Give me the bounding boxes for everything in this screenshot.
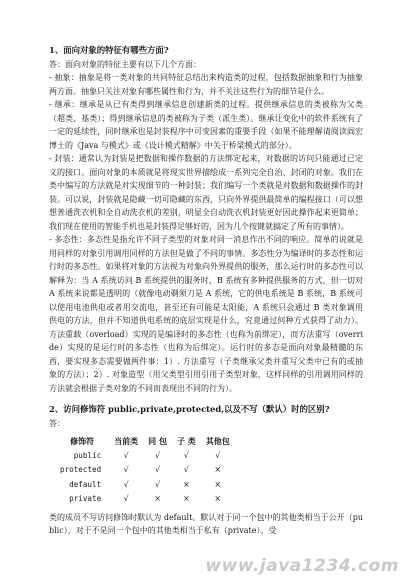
- table-header-cell: 子 类: [176, 436, 196, 446]
- table-cell: √: [155, 465, 161, 474]
- table-cell: √: [183, 450, 189, 460]
- table-header-cell: 同 包: [148, 436, 167, 446]
- paragraph-abstraction: - 抽象：抽象是将一类对象的共同特征总结出来构造类的过程，包括数据抽象和行为抽象两方面。抽象只关注对象有哪些属性和行为，并不关注这些行为的细节是什么。: [49, 73, 363, 96]
- table-cell: ×: [214, 479, 222, 489]
- table-header-cell: 修饰符: [70, 436, 95, 446]
- table-cell: √: [215, 450, 221, 460]
- question-2-intro: 答：: [49, 418, 65, 428]
- paragraph-encapsulation: - 封装：通常认为封装是把数据和操作数据的方法绑定起来，对数据的访问只能通过已定义的接口。面向对象的本质就是将现实世界描绘成一系列完全自治、封闭的对象。我们在类中编写的方法就是对实现细节的一种封装；我们编写一个类就是对数据和数据操作的封装。可以说，封装就是隐藏一切可隐藏的东西，只向外界提供最简单的编程接口（可以想想普通洗衣机和全自动洗衣机的差别，明显全自动洗衣机封装更好因此操作起来更简单；我们现在使用的智能手机也是封装得足够好的，因为几个按键就搞定了所有的事情）。: [49, 154, 363, 231]
- paragraph-inheritance: - 继承：继承是从已有类得到继承信息创建新类的过程。提供继承信息的类被称为父类（超类、基类）；得到继承信息的类被称为子类（派生类）。继承让变化中的软件系统有了一定的延续性，同时继承也是封装程序中可变因素的重要手段（如果不能理解请阅读阎宏博士的《Java 与模式》或《设计模式精解》中关于桥梁模式的部分）。: [49, 100, 363, 150]
- table-cell: √: [155, 450, 161, 460]
- table-row: [55, 492, 235, 507]
- watermark: www.java1234.com: [205, 556, 399, 576]
- modifier-cell: private: [69, 494, 102, 503]
- table-cell: √: [183, 465, 189, 474]
- modifier-cell: default: [69, 479, 102, 489]
- table-row: [55, 449, 235, 464]
- table-cell: ×: [214, 465, 222, 474]
- table-row: [55, 478, 235, 493]
- question-2-title: 2、访问修饰符 public,private,protected,以及不写（默认）时的区别?: [49, 404, 330, 414]
- table-row: [55, 463, 235, 478]
- modifier-cell: public: [73, 450, 102, 460]
- table-cell: ×: [183, 494, 190, 503]
- table-cell: √: [123, 465, 129, 474]
- paragraph-polymorphism: - 多态性：多态性是指允许不同子类型的对象对同一消息作出不同的响应。简单的说就是用同样的对象引用调用同样的方法但是做了不同的事情。多态性分为编译时的多态性和运行时的多态性。如果将对象的方法视为对象向外界提供的服务，那么运行时的多态性可以解释为：当 A 系统访问 B 系统提供的服务时，B 系统有多种提供服务的方式，但一切对 A 系统来说都是透明的（就像电动剃须刀是 A 系统，它的供电系统是 B 系统，B 系统可以使用电池供电或者用交流电，甚至还有可能是太阳能，A 系统只会通过 B 类对象调用供电的方法，但并不知道供电系统的底层实现是什么，究竟通过何种方式获得了动力）。方法重载（overload）实现的是编译时的多态性（也称为前绑定），而方法重写（override）实现的是运行时的多态性（也称为后绑定）。运行时的多态是面向对象最精髓的东西，要实现多态需要做两件事：1）. 方法重写（子类继承父类并重写父类中已有的或抽象的方法）；2）. 对象造型（用父类型引用引用子类型对象，这样同样的引用调用同样的方法就会根据子类对象的不同而表现出不同的行为）。: [49, 235, 363, 393]
- table-header-cell: 其他包: [205, 436, 230, 446]
- table-cell: √: [123, 450, 129, 460]
- table-header-row: [55, 434, 235, 449]
- question-1-title: 1、面向对象的特征有哪些方面?: [49, 45, 169, 55]
- access-modifier-table: [55, 434, 235, 507]
- table-cell: √: [123, 479, 129, 489]
- section-gap: [49, 395, 363, 403]
- table-cell: √: [155, 479, 161, 489]
- table-cell: ×: [183, 479, 190, 489]
- question-1-intro: 答：面向对象的特征主要有以下几个方面：: [49, 59, 201, 69]
- question-2-footer: 类的成员不写访问修饰时默认为 default。默认对于同一个包中的其他类相当于公开（public），对于不是同一个包中的其他类相当于私有（private）。受: [49, 512, 363, 535]
- document-content: [49, 44, 363, 538]
- table-cell: √: [123, 494, 129, 503]
- modifier-cell: protected: [60, 465, 102, 474]
- table-cell: ×: [154, 494, 161, 503]
- table-cell: ×: [214, 494, 222, 503]
- table-header-cell: 当前类: [114, 436, 139, 446]
